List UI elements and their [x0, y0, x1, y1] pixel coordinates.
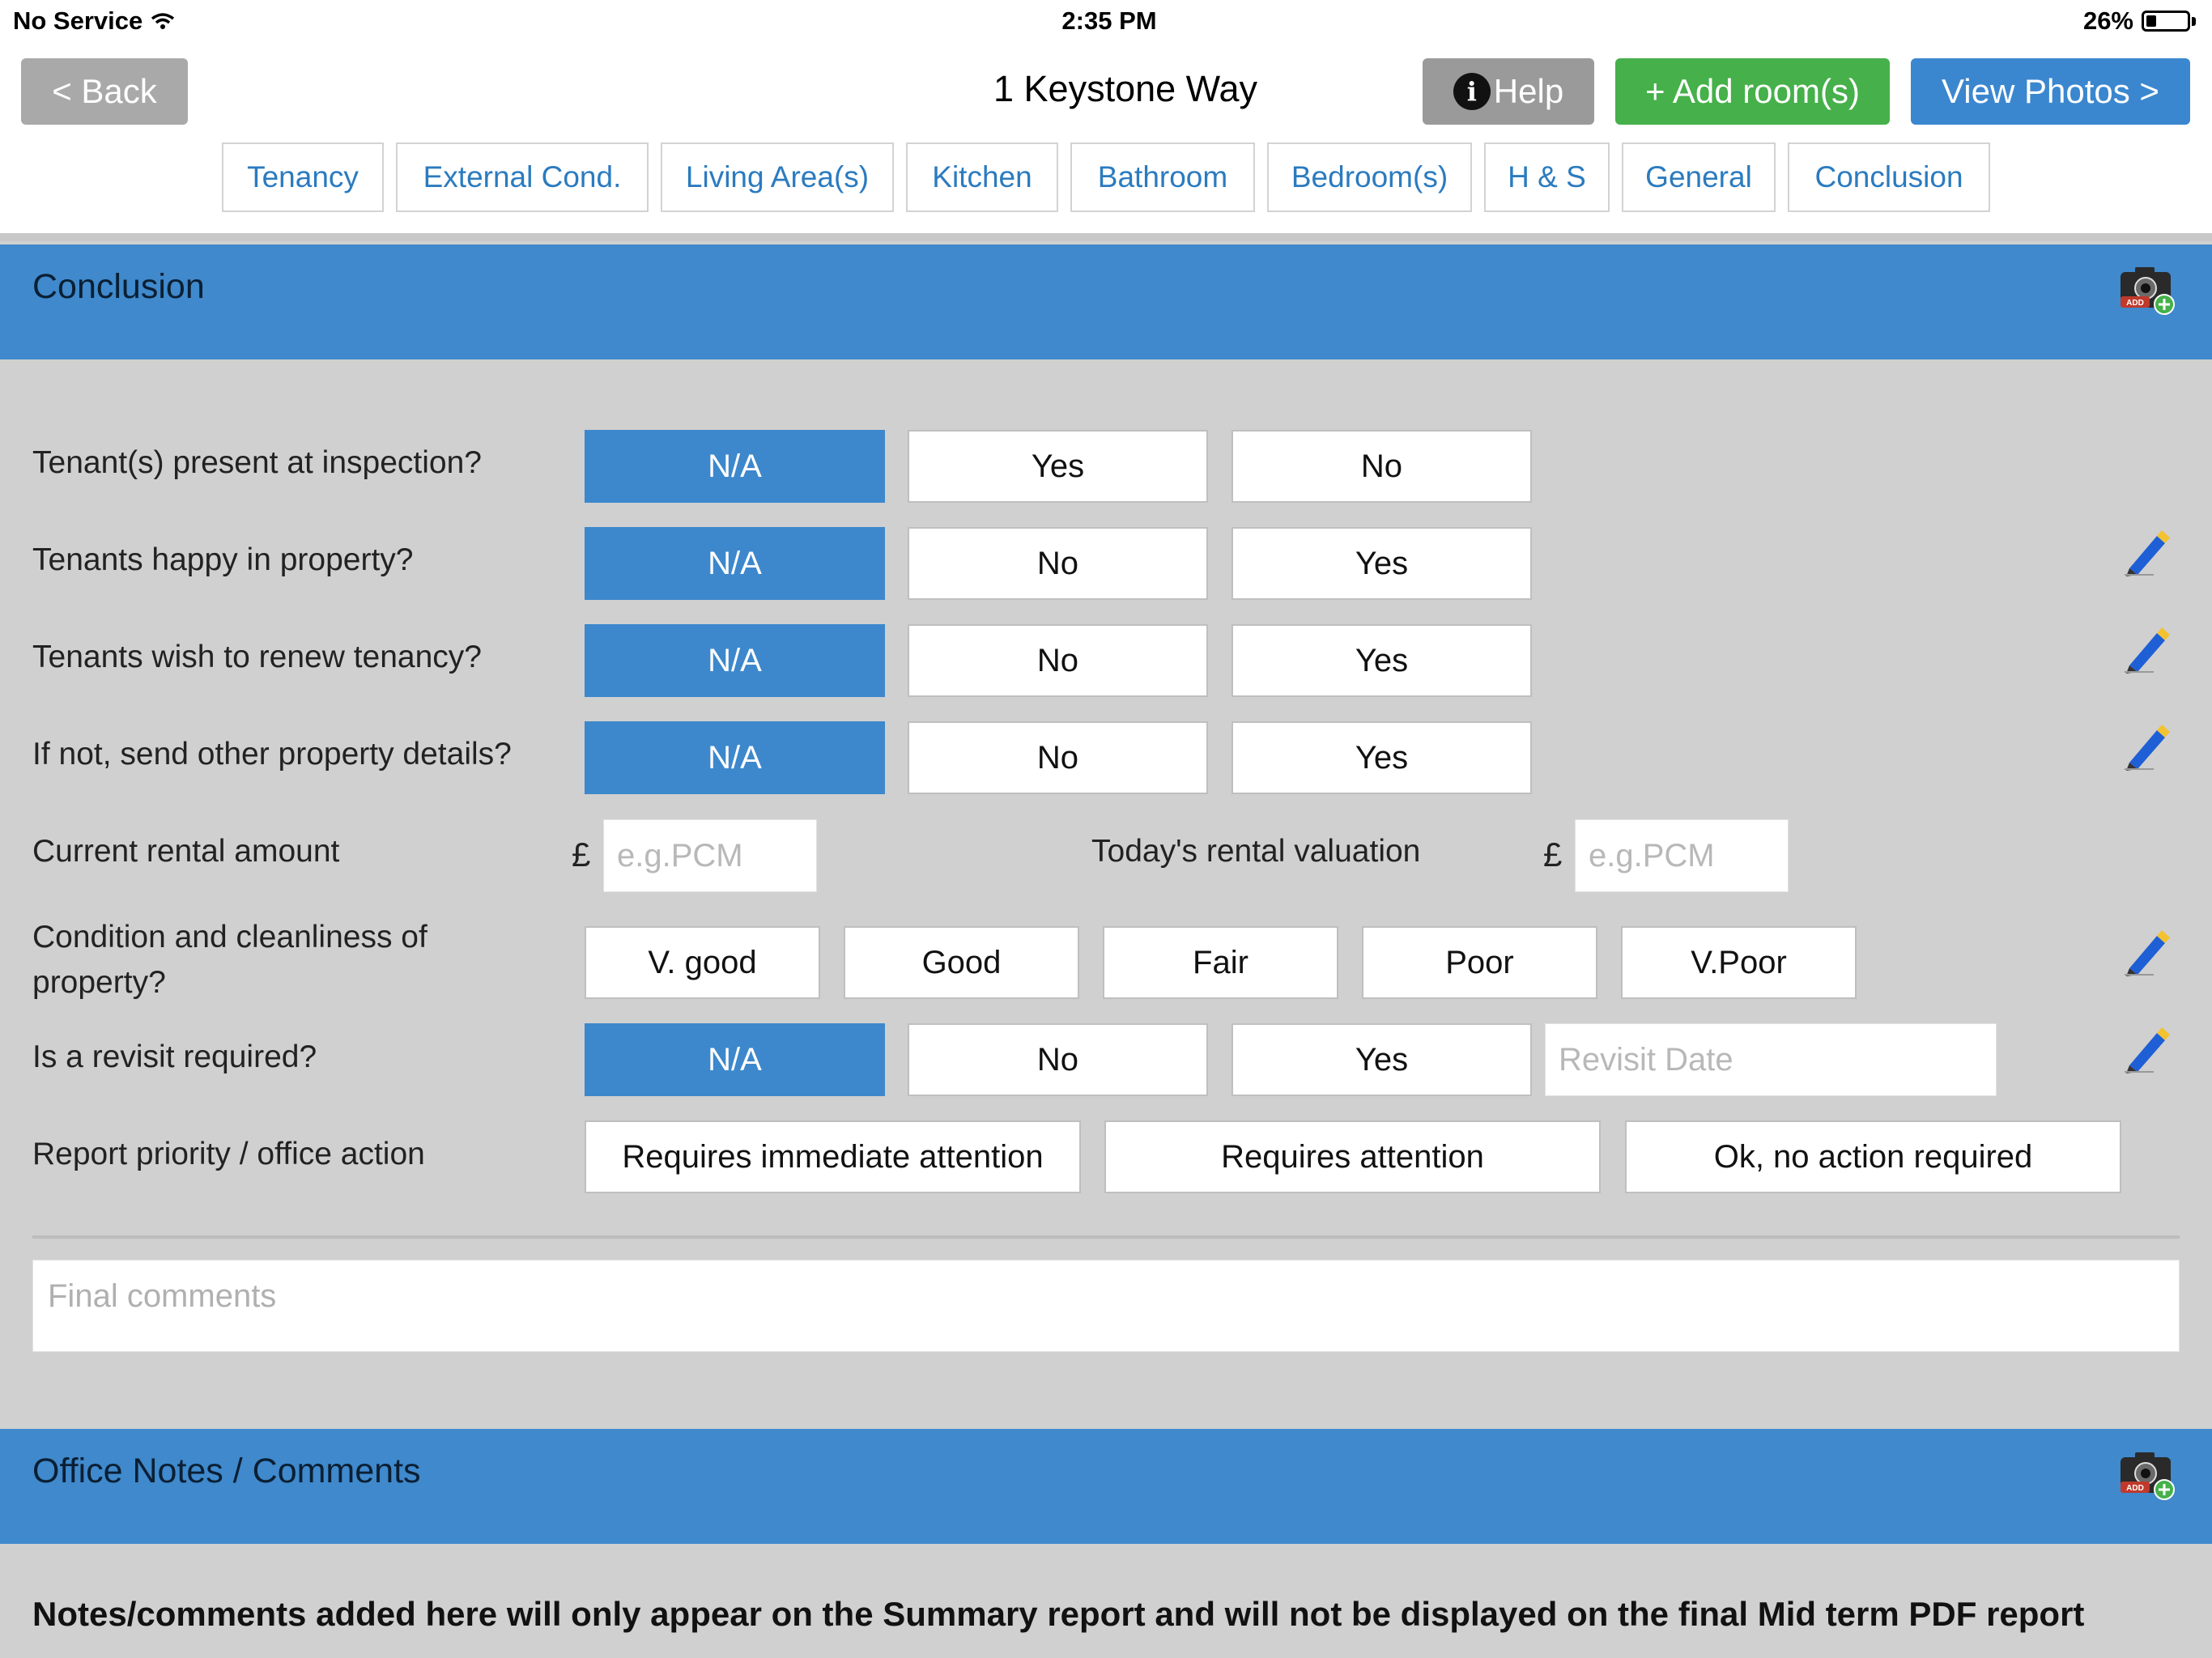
info-icon: i: [1453, 73, 1491, 110]
office-notes-title: Office Notes / Comments: [32, 1452, 421, 1490]
tab-bathroom[interactable]: Bathroom: [1070, 142, 1255, 212]
tenants-present-label: Tenant(s) present at inspection?: [32, 445, 482, 480]
tenants-happy-no-option[interactable]: No: [908, 527, 1208, 600]
condition-v-good-option[interactable]: V. good: [585, 926, 820, 999]
view-photos-button[interactable]: View Photos >: [1911, 58, 2190, 125]
current-rental-label: Current rental amount: [32, 834, 340, 869]
conclusion-header: [0, 244, 2212, 359]
pencil-icon[interactable]: [2121, 528, 2170, 576]
svg-text:ADD: ADD: [2126, 1484, 2144, 1493]
divider: [32, 1235, 2180, 1239]
revisit-date-input[interactable]: Revisit Date: [1545, 1023, 1997, 1096]
condition-label-line2: property?: [32, 965, 166, 1000]
rental-valuation-label: Today's rental valuation: [1091, 834, 1421, 869]
add-rooms-button[interactable]: + Add room(s): [1615, 58, 1890, 125]
condition-fair-option[interactable]: Fair: [1103, 926, 1338, 999]
tenants-happy-label: Tenants happy in property?: [32, 542, 414, 577]
revisit-no-option[interactable]: No: [908, 1023, 1208, 1096]
rental-valuation-input[interactable]: e.g.PCM: [1575, 819, 1789, 892]
header-divider: [0, 233, 2212, 241]
conclusion-title: Conclusion: [32, 267, 205, 306]
pencil-icon[interactable]: [2121, 928, 2170, 976]
condition-poor-option[interactable]: Poor: [1362, 926, 1597, 999]
tab-bedrooms[interactable]: Bedroom(s): [1267, 142, 1472, 212]
battery-icon: [2142, 11, 2190, 32]
current-rental-input[interactable]: e.g.PCM: [603, 819, 817, 892]
office-notes-notice: Notes/comments added here will only appear on the Summary report and will not be displayed on the final Mid term PDF report: [32, 1595, 2085, 1633]
pencil-icon[interactable]: [2121, 1025, 2170, 1073]
condition-v-poor-option[interactable]: V.Poor: [1621, 926, 1857, 999]
tab-external-cond[interactable]: External Cond.: [396, 142, 649, 212]
tab-conclusion[interactable]: Conclusion: [1788, 142, 1990, 212]
add-photo-camera-icon[interactable]: [2119, 264, 2176, 316]
condition-good-option[interactable]: Good: [844, 926, 1079, 999]
svg-text:ADD: ADD: [2126, 299, 2144, 308]
pencil-icon[interactable]: [2121, 625, 2170, 674]
tenants-happy-yes-option[interactable]: Yes: [1231, 527, 1532, 600]
back-button[interactable]: < Back: [21, 58, 188, 125]
revisit-label: Is a revisit required?: [32, 1039, 317, 1074]
send-details-no-option[interactable]: No: [908, 721, 1208, 794]
condition-label-line1: Condition and cleanliness of: [32, 920, 428, 954]
currency-symbol: £: [572, 835, 591, 874]
tab-tenancy[interactable]: Tenancy: [222, 142, 384, 212]
revisit-na-option[interactable]: N/A: [585, 1023, 885, 1096]
tab-kitchen[interactable]: Kitchen: [906, 142, 1058, 212]
renew-tenancy-label: Tenants wish to renew tenancy?: [32, 640, 482, 674]
tab-living-areas[interactable]: Living Area(s): [661, 142, 894, 212]
send-details-na-option[interactable]: N/A: [585, 721, 885, 794]
send-details-label: If not, send other property details?: [32, 737, 512, 772]
priority-no-action-option[interactable]: Ok, no action required: [1625, 1120, 2121, 1193]
tenants-present-yes-option[interactable]: Yes: [908, 430, 1208, 503]
tenants-happy-na-option[interactable]: N/A: [585, 527, 885, 600]
tab-general[interactable]: General: [1622, 142, 1776, 212]
renew-tenancy-yes-option[interactable]: Yes: [1231, 624, 1532, 697]
section-tabs: [222, 142, 1990, 212]
final-comments-input[interactable]: Final comments: [32, 1260, 2180, 1352]
revisit-yes-option[interactable]: Yes: [1231, 1023, 1532, 1096]
priority-label: Report priority / office action: [32, 1137, 425, 1171]
help-button[interactable]: i Help: [1423, 58, 1594, 125]
tenants-present-no-option[interactable]: No: [1231, 430, 1532, 503]
page-title: 1 Keystone Way: [993, 68, 1257, 109]
renew-tenancy-na-option[interactable]: N/A: [585, 624, 885, 697]
tenants-present-na-option[interactable]: N/A: [585, 430, 885, 503]
pencil-icon[interactable]: [2121, 722, 2170, 771]
status-carrier: No Service: [13, 6, 175, 36]
send-details-yes-option[interactable]: Yes: [1231, 721, 1532, 794]
priority-attention-option[interactable]: Requires attention: [1104, 1120, 1601, 1193]
add-photo-camera-icon[interactable]: [2119, 1449, 2176, 1501]
tab-h-and-s[interactable]: H & S: [1484, 142, 1610, 212]
wifi-icon: [151, 12, 175, 30]
renew-tenancy-no-option[interactable]: No: [908, 624, 1208, 697]
priority-immediate-option[interactable]: Requires immediate attention: [585, 1120, 1081, 1193]
status-battery: 26%: [2083, 6, 2196, 36]
currency-symbol: £: [1543, 835, 1563, 874]
status-time: 2:35 PM: [1061, 6, 1157, 35]
